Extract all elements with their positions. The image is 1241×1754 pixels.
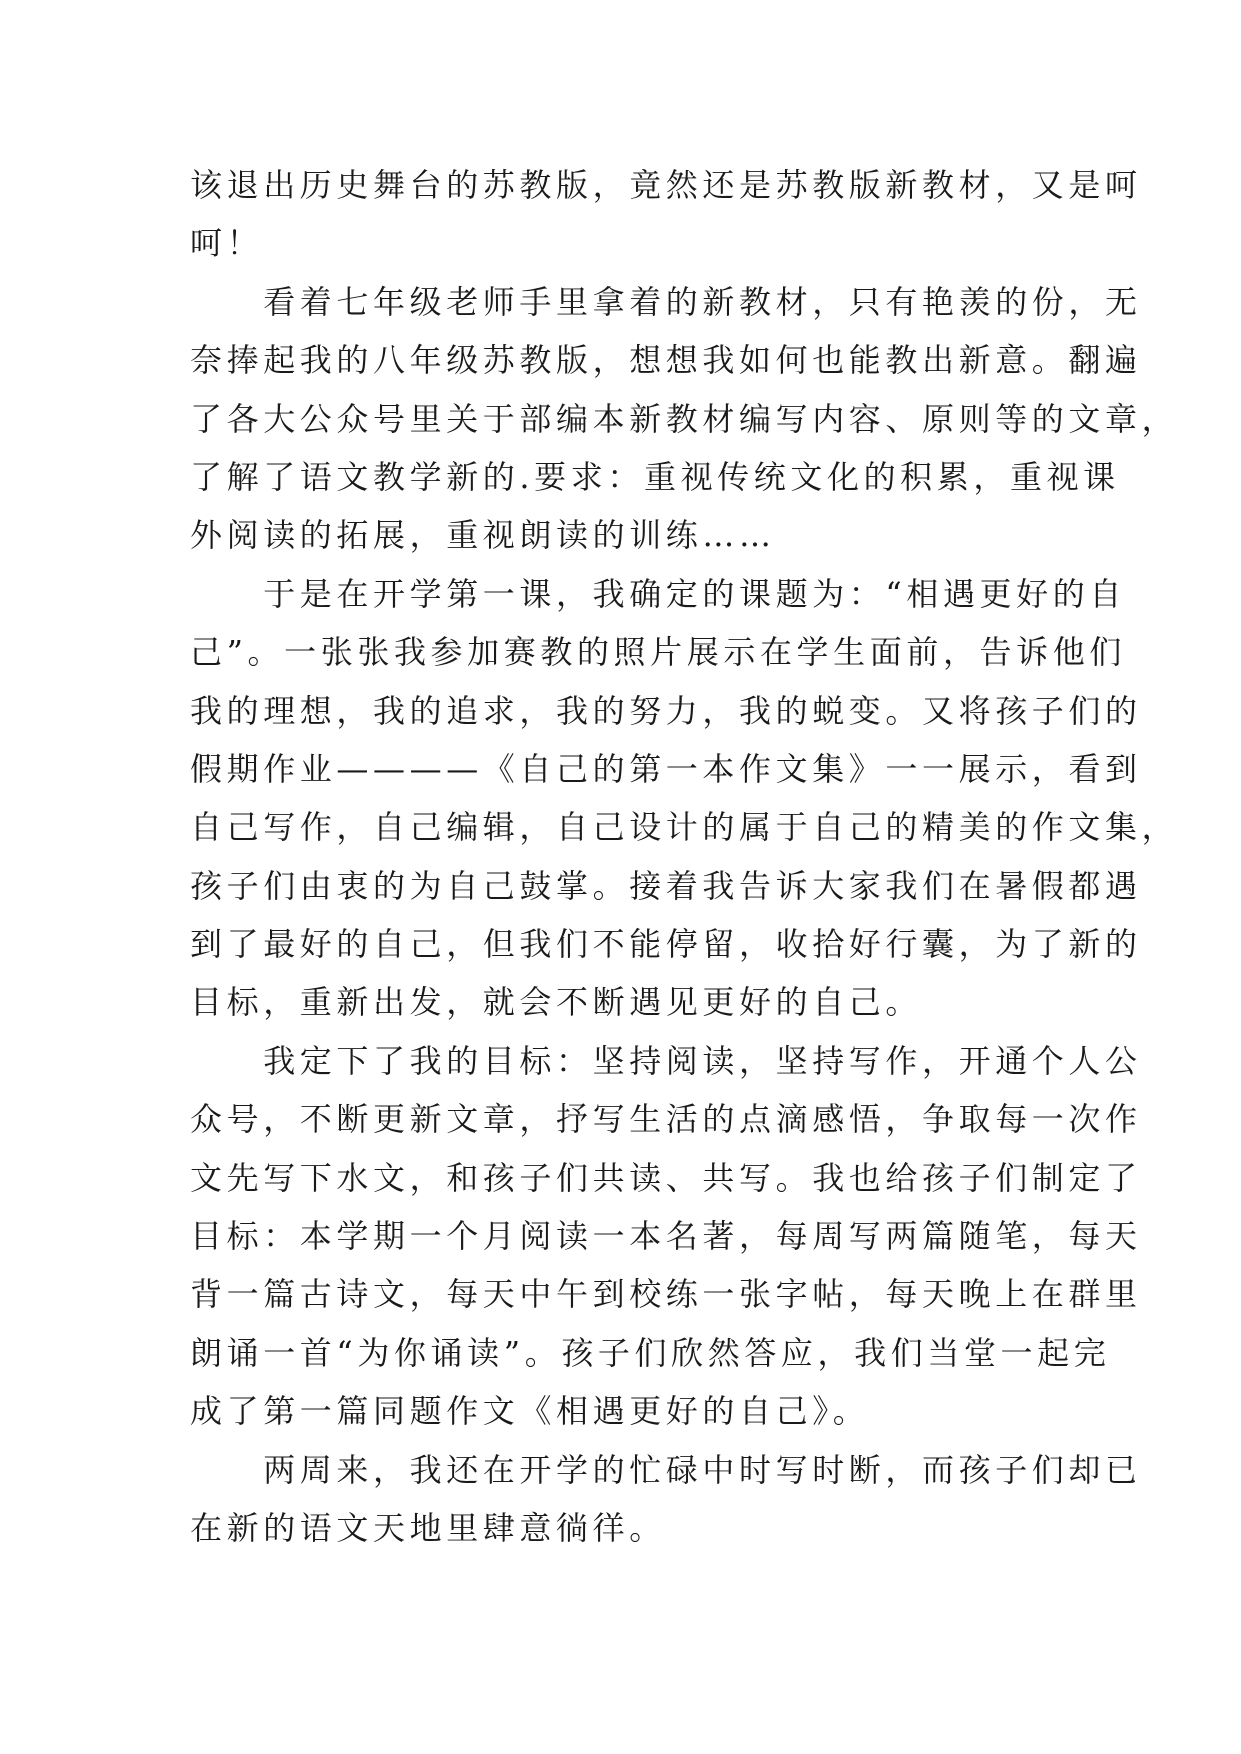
text-line: 两周来，我还在开学的忙碌中时写时断，而孩子们却已 <box>190 1450 1142 1489</box>
text-line: 呵！ <box>190 224 264 263</box>
text-line: 了解了语文教学新的.要求：重视传统文化的积累，重视课 <box>190 457 1120 496</box>
text-line: 我定下了我的目标：坚持阅读，坚持写作，开通个人公 <box>190 1041 1142 1080</box>
text-line: 外阅读的拓展，重视朗读的训练…… <box>190 516 776 555</box>
text-line: 到了最好的自己，但我们不能停留，收拾好行囊，为了新的 <box>190 925 1142 964</box>
text-line: 目标，重新出发，就会不断遇见更好的自己。 <box>190 983 923 1022</box>
text-line: 目标：本学期一个月阅读一本名著，每周写两篇随笔，每天 <box>190 1217 1142 1256</box>
text-line: 我的理想，我的追求，我的努力，我的蜕变。又将孩子们的 <box>190 691 1142 730</box>
text-line: 朗诵一首“为你诵读”。孩子们欣然答应，我们当堂一起完 <box>190 1333 1111 1372</box>
text-line: 孩子们由衷的为自己鼓掌。接着我告诉大家我们在暑假都遇 <box>190 866 1142 905</box>
text-line: 该退出历史舞台的苏教版，竟然还是苏教版新教材，又是呵 <box>190 166 1142 204</box>
text-line: 了各大公众号里关于部编本新教材编写内容、原则等的文章， <box>190 399 1179 438</box>
text-line: 文先写下水文，和孩子们共读、共写。我也给孩子们制定了 <box>190 1158 1142 1197</box>
text-line: 背一篇古诗文，每天中午到校练一张字帖，每天晚上在群里 <box>190 1275 1142 1314</box>
text-line: 于是在开学第一课，我确定的课题为：“相遇更好的自 <box>190 574 1126 613</box>
text-line: 自己写作，自己编辑，自己设计的属于自己的精美的作文集， <box>190 808 1179 847</box>
text-line: 看着七年级老师手里拿着的新教材，只有艳羡的份，无 <box>190 282 1142 321</box>
text-line: 己”。一张张我参加赛教的照片展示在学生面前，告诉他们 <box>190 633 1126 672</box>
text-line: 成了第一篇同题作文《相遇更好的自己》。 <box>190 1392 870 1431</box>
text-line: 在新的语文天地里肆意徜徉。 <box>190 1508 666 1547</box>
text-line: 众号，不断更新文章，抒写生活的点滴感悟，争取每一次作 <box>190 1100 1142 1139</box>
body-text <box>190 156 1179 1557</box>
text-line: 奈捧起我的八年级苏教版，想想我如何也能教出新意。翻遍 <box>190 341 1142 380</box>
text-line: 假期作业————《自己的第一本作文集》一一展示，看到 <box>190 749 1142 788</box>
